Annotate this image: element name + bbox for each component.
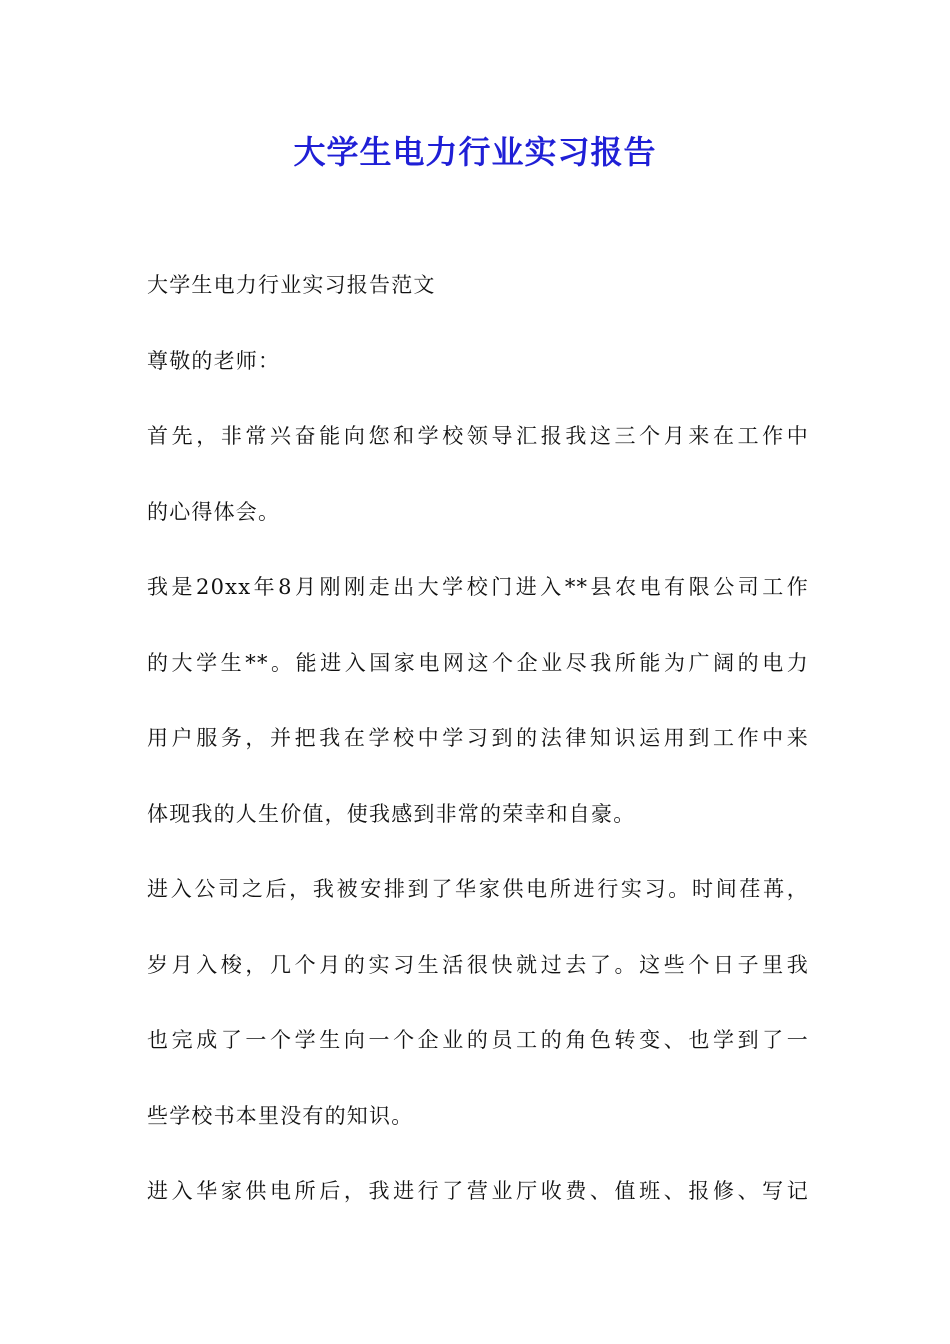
paragraph-line: 的大学生**。能进入国家电网这个企业尽我所能为广阔的电力 [147,650,809,675]
document-body [147,261,809,1243]
paragraph-line: 岁月入梭，几个月的实习生活很快就过去了。这些个日子里我 [147,952,809,977]
paragraph-line: 进入华家供电所后，我进行了营业厅收费、值班、报修、写记 [147,1179,809,1203]
paragraph-line: 首先，非常兴奋能向您和学校领导汇报我这三个月来在工作中 [147,424,809,448]
paragraph-line: 也完成了一个学生向一个企业的员工的角色转变、也学到了一 [147,1028,809,1052]
paragraph-line: 些学校书本里没有的知识。 [147,1103,414,1128]
salutation-line: 尊敬的老师： [147,348,281,373]
paragraph-line: 体现我的人生价值，使我感到非常的荣幸和自豪。 [147,801,636,826]
paragraph-line: 用户服务，并把我在学校中学习到的法律知识运用到工作中来 [147,726,809,750]
document-title: 大学生电力行业实习报告 [293,133,657,171]
paragraph-line: 我是20xx年8月刚刚走出大学校门进入**县农电有限公司工作 [147,575,809,599]
paragraph-line: 的心得体会。 [147,499,281,524]
paragraph-line: 进入公司之后，我被安排到了华家供电所进行实习。时间荏苒， [147,877,809,901]
subtitle-line: 大学生电力行业实习报告范文 [147,273,436,297]
